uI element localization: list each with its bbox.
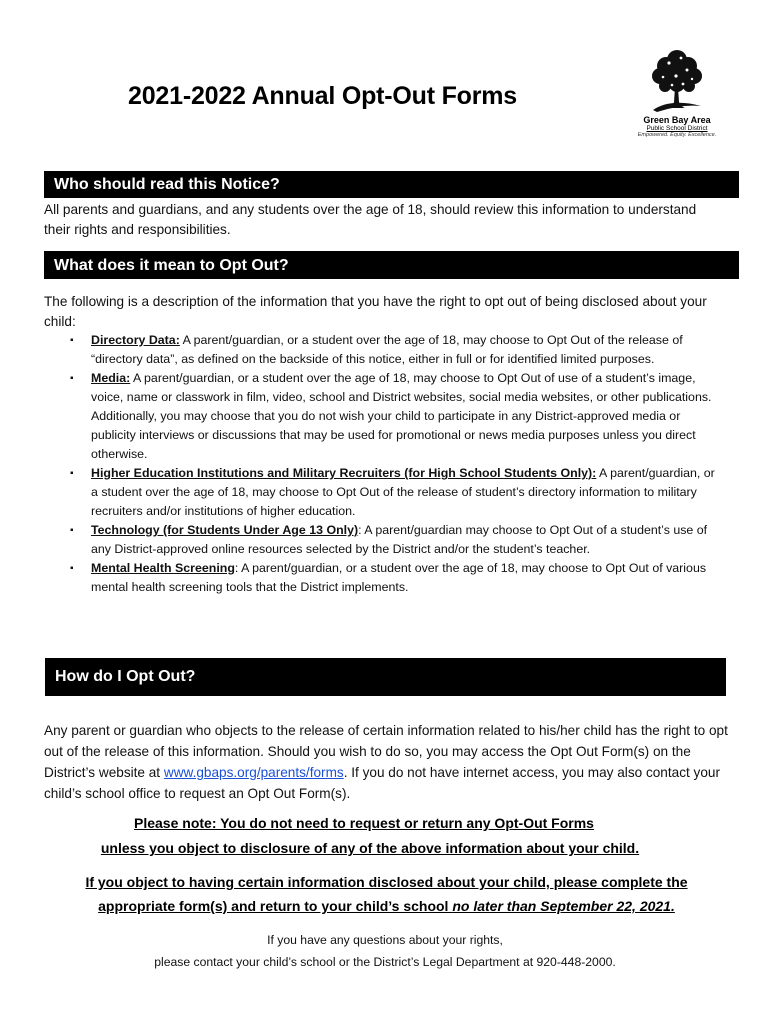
object-notice-line-1: If you object to having certain information disclosed about your child, please complete the: [85, 874, 688, 890]
logo-subtitle: Public School District: [646, 125, 708, 132]
item-term: Technology (for Students Under Age 13 Only): [91, 523, 359, 537]
item-text: A parent/guardian, or a student over the age of 18, may choose to Opt Out of the release of “directory data”, as defined on the backside of this notice, either in full or for identified limited purposes.: [91, 333, 683, 366]
contact-line-1: If you have any questions about your rights,: [267, 933, 503, 947]
deadline-text: no later than September 22, 2021.: [452, 898, 675, 914]
please-note-line-2: unless you object to disclosure of any of the above information about your child.: [100, 840, 640, 856]
list-item: [70, 369, 725, 464]
section-heading-how: How do I Opt Out?: [45, 658, 726, 696]
opt-out-list: [70, 331, 725, 597]
section-heading-who: Who should read this Notice?: [44, 171, 739, 198]
item-term: Higher Education Institutions and Military Recruiters (for High School Students Only):: [91, 466, 597, 480]
how-body-text: Any parent or guardian who objects to the release of certain information related to his/her child has the right to opt out of the release of this information. Should you wish to do so, you may access the Opt Out Form(s) on the District’s website at: [44, 723, 728, 780]
page-title: 2021-2022 Annual Opt-Out Forms: [128, 82, 517, 110]
item-text: A parent/guardian, or a student over the age of 18, may choose to Opt Out of the release of student’s directory information to military recruiters and/or institutions of higher education.: [91, 466, 715, 518]
item-term: Media:: [91, 371, 131, 385]
how-body: [44, 720, 729, 804]
item-text: A parent/guardian, or a student over the age of 18, may choose to Opt Out of use of a student’s image, voice, name or classwork in film, video, school and District websites, social media websites, or other publications. Additionally, you may choose that you do not wish your child to participate in any District-approved media or publicity interviews or discussions that may be used for promotional or news media purposes unless you direct otherwise.: [91, 371, 712, 461]
list-item: [70, 521, 725, 559]
list-item: [70, 331, 725, 369]
item-text: : A parent/guardian may choose to Opt Out of a student’s use of any District-approved online resources selected by the District and/or the student’s teacher.: [91, 523, 708, 556]
contact-line-2: please contact your child’s school or the District’s Legal Department at 920-448-2000.: [154, 955, 616, 969]
item-text: : A parent/guardian, or a student over the age of 18, may choose to Opt Out of various mental health screening tools that the District implements.: [91, 561, 707, 594]
object-notice-line-2: [44, 898, 729, 914]
logo-name: Green Bay Area: [643, 115, 711, 125]
section-heading-what: What does it mean to Opt Out?: [44, 251, 739, 279]
item-term: Mental Health Screening: [91, 561, 235, 575]
logo-tagline: Empowered. Equity. Excellence.: [637, 132, 717, 138]
forms-link[interactable]: www.gbaps.org/parents/forms: [163, 765, 344, 780]
what-intro: The following is a description of the information that you have the right to opt out of being disclosed about your child:: [44, 294, 707, 329]
object-notice-text: appropriate form(s) and return to your child’s school: [98, 898, 453, 914]
who-body: All parents and guardians, and any students over the age of 18, should review this information to understand their rights and responsibilities.: [44, 202, 697, 237]
district-logo: [632, 46, 722, 146]
please-note-line-1: Please note: You do not need to request or return any Opt-Out Forms: [134, 815, 594, 831]
how-body-text-end: . If you do not have internet access, you may also contact your child’s school office to request an Opt Out Form(s).: [44, 765, 721, 801]
list-item: [70, 464, 725, 521]
tree-icon: [647, 46, 707, 114]
list-item: [70, 559, 725, 597]
item-term: Directory Data:: [91, 333, 180, 347]
